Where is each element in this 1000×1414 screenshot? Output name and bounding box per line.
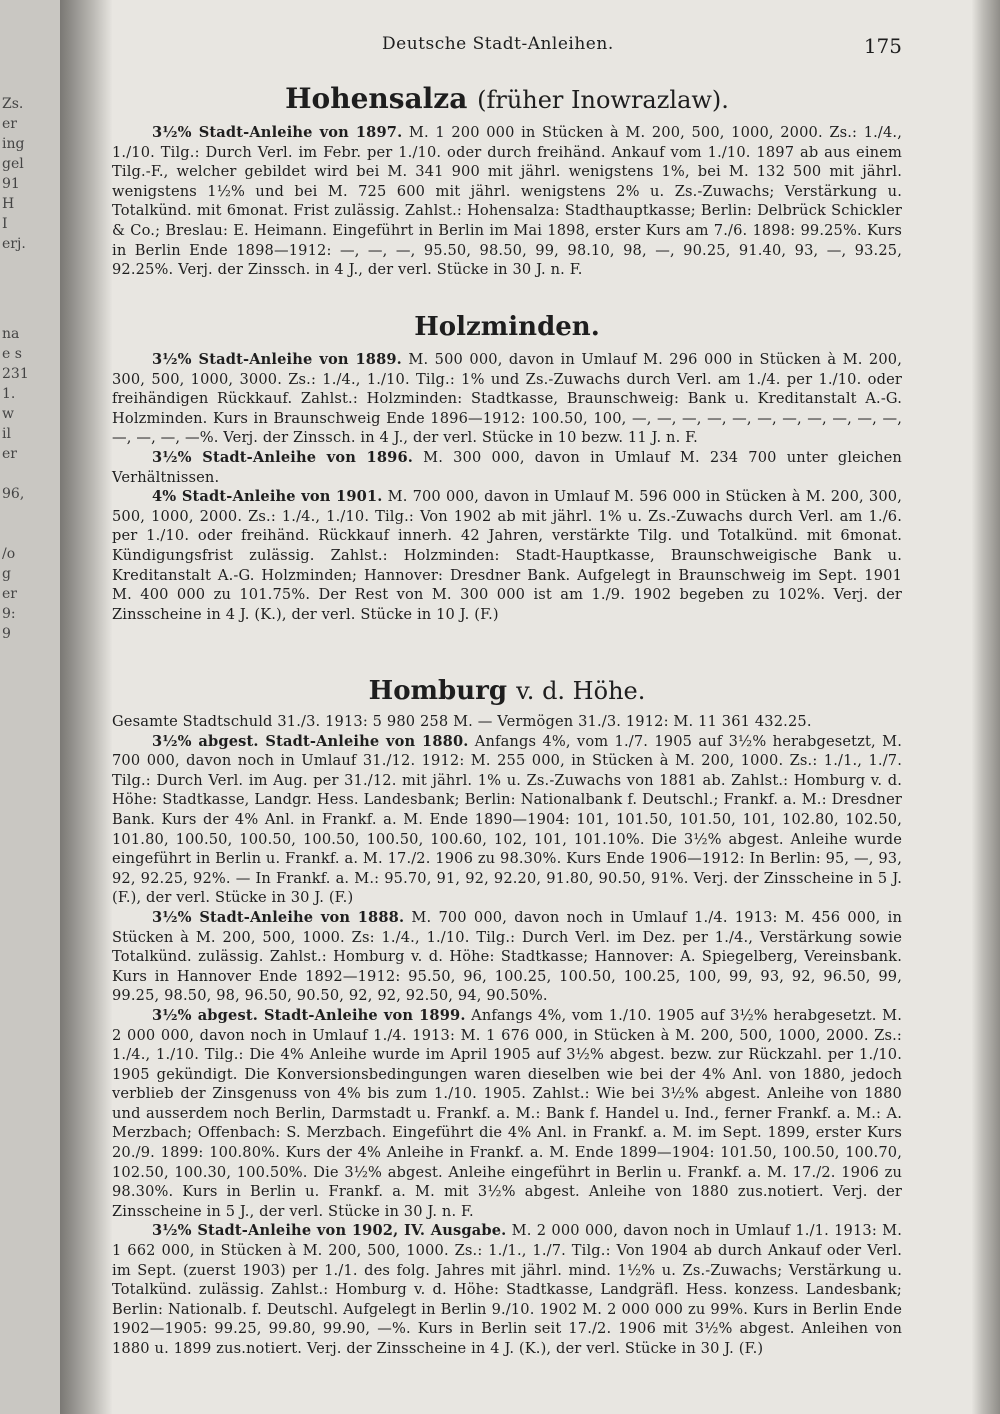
entry-text: M. 700 000, davon noch in Umlauf 1./4. 1913: M. 456 000, in Stücken à M. 200, 500, 1000. Zs: 1./4., 1./10. Tilg.: Durch Verl. im Dez. per 1./4., Verstärkung sowie Totalkünd. zulässig. Zahlst.: Homburg v. d. Höhe: Stadtkasse; Hannover: A. Spiegelberg, Vereinsbank. Kurs in Hannover Ende 1892—1912: 95.50, 96, 100.25, 100.50, 100.25, 100, 99, 93, 92, 96.50, 99, 99.25, 98.50, 98, 96.50, 90.50, 92, 92, 92.50, 94, 90.50%. [112, 908, 902, 1005]
left-fragment: 9 [2, 626, 11, 642]
left-fragment: er [2, 586, 17, 602]
left-fragment: 91 [2, 176, 20, 192]
section-heading [112, 676, 902, 706]
entry-lead: 3½% Stadt-Anleihe von 1897. [152, 124, 403, 141]
left-fragment: gel [2, 156, 24, 172]
left-fragment: I [2, 216, 8, 232]
debt-summary [112, 712, 902, 732]
adjacent-page-edge [0, 0, 66, 1414]
left-fragment: g [2, 566, 11, 582]
entry-lead: 3½% Stadt-Anleihe von 1888. [152, 908, 405, 926]
heading-city: Hohensalza [285, 82, 468, 115]
entry-text: Anfangs 4%, vom 1./7. 1905 auf 3½% herabgesetzt, M. 700 000, davon noch in Umlauf 31./12. 1912: M. 255 000, in Stücken à M. 200, 1000. Zs.: 1./1., 1./7. Tilg.: Durch Verl. im Aug. per 31./12. mit jährl. 1% u. Zs.-Zuwachs von 1881 ab. Zahlst.: Homburg v. d. Höhe: Stadtkasse, Landgr. Hess. Landesbank; Berlin: Nationalbank f. Deutschl.; Frankf. a. M.: Dresdner Bank. Kurs der 4% Anl. in Frankf. a. M. Ende 1890—1904: 101, 101.50, 101.50, 101, 102.80, 102.50, 101.80, 100.50, 100.50, 100.50, 100.50, 100.60, 102, 101, 101.10%. Die 3½% abgest. Anleihe wurde eingeführt in Berlin u. Frankf. a. M. 17./2. 1906 zu 98.30%. Kurs Ende 1906—1912: In Berlin: 95, —, 93, 92, 92.25, 92%. — In Frankf. a. M.: 95.70, 91, 92, 92.20, 91.80, 90.50, 91%. Verj. der Zinsscheine in 5 J. (F.), der verl. Stücke in 30 J. (F.) [112, 732, 902, 907]
entry-lead: 3½% Stadt-Anleihe von 1902, IV. Ausgabe. [152, 1222, 507, 1240]
left-fragment: erj. [2, 236, 26, 252]
section-holzminden [112, 312, 902, 624]
left-fragment: /o [2, 546, 16, 562]
left-fragment: 231 [2, 366, 29, 382]
entry-text: M. 700 000, davon in Umlauf M. 596 000 in Stücken à M. 200, 300, 500, 1000, 2000. Zs.: 1./4., 1./10. Tilg.: Von 1902 ab mit jährl. 1% u. Zs.-Zuwachs durch Verl. am 1./6. per 1./10. oder freihänd. Rückkauf innerh. 42 Jahren, verstärkte Tilg. und Totalkünd. mit 6monat. Kündigungsfrist zulässig. Zahlst.: Holzminden: Stadt-Hauptkasse, Braunschweigische Bank u. Kreditanstalt A.-G. Holzminden; Hannover: Dresdner Bank. Aufgelegt in Braunschweig im Sept. 1901 M. 400 000 zu 101.75%. Der Rest von M. 300 000 ist am 1./9. 1902 begeben zu 102%. Verj. der Zinsscheine in 4 J. (K.), der verl. Stücke in 10 J. (F.) [112, 488, 902, 623]
book-gutter-shadow [60, 0, 112, 1414]
section-heading [112, 82, 902, 115]
entry-lead: 3½% abgest. Stadt-Anleihe von 1899. [152, 1006, 466, 1024]
entry-text: M. 300 000, davon in Umlauf M. 234 700 unter gleichen Verhältnissen. [112, 448, 902, 486]
left-fragment: er [2, 116, 17, 132]
entry-lead: 3½% Stadt-Anleihe von 1896. [152, 448, 413, 466]
left-fragment: 9: [2, 606, 16, 622]
page-stack-edge [972, 0, 1000, 1414]
entry-text: M. 2 000 000, davon noch in Umlauf 1./1. 1913: M. 1 662 000, in Stücken à M. 200, 500, 1000. Zs.: 1./1., 1./7. Tilg.: Von 1904 ab durch Ankauf oder Verl. im Sept. (zuerst 1903) per 1./1. des folg. Jahres mit jährl. mind. 1½% u. Zs.-Zuwachs; Verstärkung u. Totalkünd. zulässig. Zahlst.: Homburg v. d. Höhe: Stadtkasse, Landgräfl. Hess. konzess. Landesbank; Berlin: Nationalb. f. Deutschl. Aufgelegt in Berlin 9./10. 1902 M. 2 000 000 zu 99%. Kurs in Berlin Ende 1902—1905: 99.25, 99.80, 99.90, —%. Kurs in Berlin seit 17./2. 1906 mit 3½% abgest. Anleihen von 1880 u. 1899 zus.notiert. Verj. der Zinsscheine in 4 J. (K.), der verl. Stücke in 30 J. (F.) [112, 1222, 903, 1357]
section-homburg [112, 676, 902, 1359]
heading-suffix: v. d. Höhe. [516, 677, 646, 705]
loan-entry [112, 732, 902, 908]
entry-lead: 3½% Stadt-Anleihe von 1889. [152, 351, 402, 368]
entry-text: Anfangs 4%, vom 1./10. 1905 auf 3½% herabgesetzt. M. 2 000 000, davon noch in Umlauf 1./4. 1913: M. 1 676 000, in Stücken à M. 200, 500, 1000, 2000. Zs.: 1./4., 1./10. Tilg.: Die 4% Anleihe wurde im April 1905 auf 3½% abgest. bezw. zur Rückzahl. per 1./10. 1905 gekündigt. Die Konversionsbedingungen waren dieselben wie bei der 4% Anl. von 1880, jedoch verblieb der Zinsgenuss von 4% bis zum 1./10. 1905. Zahlst.: Wie bei 3½% abgest. Anleihe von 1880 und ausserdem noch Berlin, Darmstadt u. Frankf. a. M.: Bank f. Handel u. Ind., ferner Frankf. a. M.: A. Merzbach; Offenbach: S. Merzbach. Eingeführt die 4% Anl. in Frankf. a. M. im Sept. 1899, erster Kurs 20./9. 1899: 100.80%. Kurs der 4% Anleihe in Frankf. a. M. Ende 1899—1904: 101.50, 100.50, 100.70, 102.50, 100.30, 100.50%. Die 3½% abgest. Anleihe eingeführt in Berlin u. Frankf. a. M. 17./2. 1906 zu 98.30%. Kurs in Berlin u. Frankf. a. M. mit 3½% abgest. Anleihe von 1880 zus.notiert. Verj. der Zinsscheine in 5 J., der verl. Stücke in 30 J. n. F. [112, 1006, 902, 1220]
loan-entry [112, 350, 902, 448]
loan-entry [112, 448, 902, 487]
left-fragment: er [2, 446, 17, 462]
heading-suffix: (früher Inowrazlaw). [477, 86, 729, 114]
entry-lead: 3½% abgest. Stadt-Anleihe von 1880. [152, 732, 469, 750]
entry-text: M. 500 000, davon in Umlauf M. 296 000 in Stücken à M. 200, 300, 500, 1000, 3000. Zs.: 1./4., 1./10. Tilg.: 1% und Zs.-Zuwachs durch Verl. am 1./4. per 1./10. oder freihändigen Rückkauf. Zahlst.: Holzminden: Stadtkasse, Braunschweig: Bank u. Kreditanstalt A.-G. Holzminden. Kurs in Braunschweig Ende 1896—1912: 100.50, 100, —, —, —, —, —, —, —, —, —, —, —, —, —, —, —%. Verj. der Zinssch. in 4 J., der verl. Stücke in 10 bezw. 11 J. n. F. [112, 351, 903, 447]
entry-lead: 4% Stadt-Anleihe von 1901. [152, 488, 383, 506]
loan-entry [112, 908, 902, 1006]
loan-entry [112, 123, 902, 280]
left-fragment: il [2, 426, 11, 442]
section-hohensalza [112, 82, 902, 280]
entry-text: M. 1 200 000 in Stücken à M. 200, 500, 1000, 2000. Zs.: 1./4., 1./10. Tilg.: Durch Verl. im Febr. per 1./10. oder durch freihänd. Ankauf vom 1./10. 1897 ab aus einem Tilg.-F., welcher gebildet wird bei M. 341 900 mit jährl. wenigstens 1%, bei M. 132 500 mit jährl. wenigstens 1½% und bei M. 725 600 mit jährl. wenigstens 2% u. Zs.-Zuwachs; Verstärkung u. Totalkünd. mit 6monat. Frist zulässig. Zahlst.: Hohensalza: Stadthauptkasse; Berlin: Delbrück Schickler & Co.; Breslau: E. Heimann. Eingeführt in Berlin im Mai 1898, erster Kurs am 7./6. 1898: 99.25%. Kurs in Berlin Ende 1898—1912: —, —, —, 95.50, 98.50, 99, 98.10, 98, —, 90.25, 91.40, 93, —, 93.25, 92.25%. Verj. der Zinssch. in 4 J., der verl. Stücke in 30 J. n. F. [112, 124, 902, 279]
left-fragment: 1. [2, 386, 16, 402]
section-heading [112, 312, 902, 342]
book-page [112, 0, 972, 1414]
loan-entry [112, 487, 902, 624]
left-fragment: e s [2, 346, 22, 362]
left-fragment: 96, [2, 486, 25, 502]
page-number: 175 [863, 34, 902, 58]
running-title: Deutsche Stadt-Anleihen. [382, 34, 614, 54]
running-header [112, 34, 902, 58]
entry-text: Gesamte Stadtschuld 31./3. 1913: 5 980 258 M. — Vermögen 31./3. 1912: M. 11 361 432.25. [112, 713, 812, 730]
left-fragment: w [2, 406, 14, 422]
left-fragment: Zs. [2, 96, 24, 112]
heading-city: Holzminden. [414, 312, 600, 342]
loan-entry [112, 1221, 902, 1358]
heading-city: Homburg [368, 676, 508, 706]
left-fragment: na [2, 326, 20, 342]
left-fragment: ing [2, 136, 25, 152]
loan-entry [112, 1006, 902, 1222]
left-fragment: H [2, 196, 15, 212]
